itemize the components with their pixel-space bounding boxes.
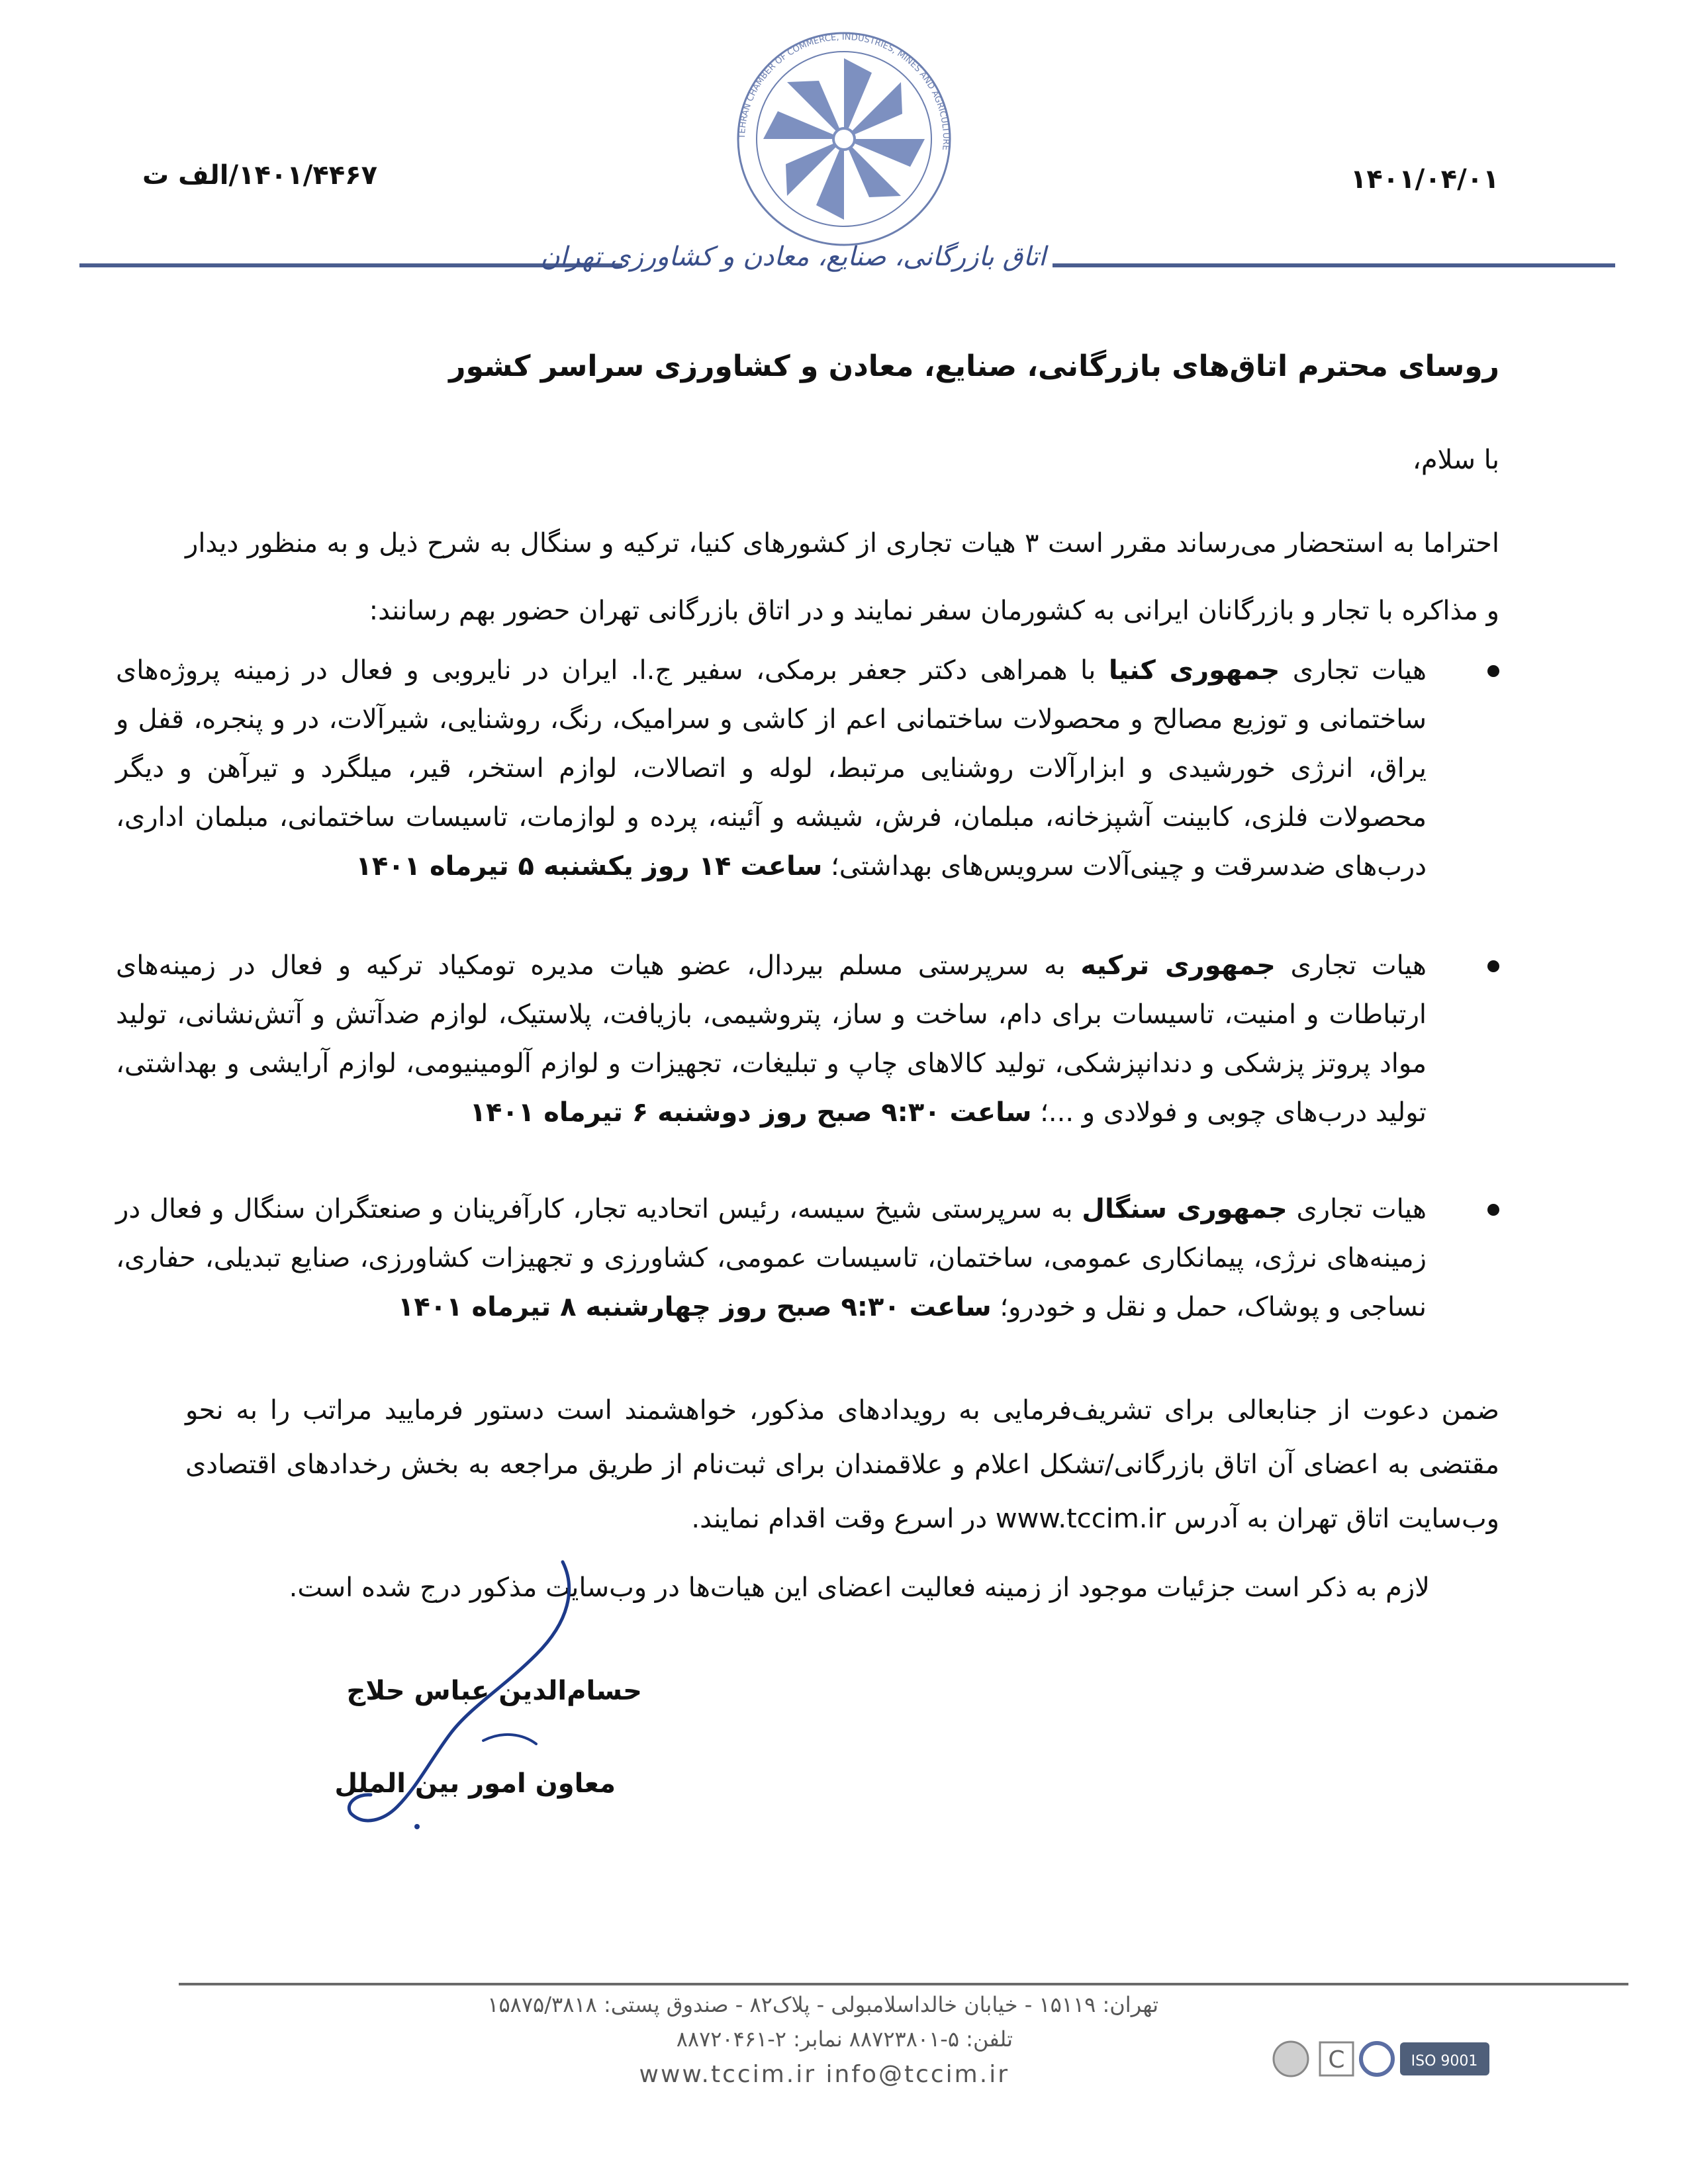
footer-address: تهران: ۱۵۱۱۹ - خیابان خالداسلامبولی - پلاک۸۲ - صندوق پستی: ۱۵۸۷۵/۳۸۱۸ (487, 1992, 1158, 2017)
delegation-text: هیات تجاری جمهوری کنیا با همراهی دکتر جعفر برمکی، سفیر ج.ا. ایران در نایروبی و فعال در زمینه پروژه‌های ساختمانی و توزیع مصالح و محصولات ساختمانی اعم از کاشی و سرامیک، رنگ، روشنایی، شیرآلات، در و پنجره، قفل و یراق، انرژی خورشیدی و ابزارآلات روشنایی مرتبط، لوله و اتصالات، لوازم استخر، قیر، میلگرد و تیرآهن و دیگر محصولات فلزی، کابینت آشپزخانه، مبلمان، فرش، شیشه و آئینه، پرده و لوازمات، تاسیسات ساختمانی، مبلمان اداری، درب‌های ضدسرقت و چینی‌آلات سرویس‌های بهداشتی؛ ساعت ۱۴ روز یکشنبه ۵ تیرماه ۱۴۰۱ (116, 655, 1427, 882)
meeting-time: ساعت ۹:۳۰ صبح روز دوشنبه ۶ تیرماه ۱۴۰۱ (469, 1097, 1032, 1128)
delegation-item-senegal (116, 1185, 1499, 1332)
greeting: با سلام، (1412, 445, 1499, 475)
bullet-icon (1487, 960, 1499, 972)
note-paragraph: لازم به ذکر است جزئیات موجود از زمینه فعالیت اعضای این هیات‌ها در وب‌سایت مذکور درج شده است. (289, 1572, 1430, 1603)
intro-paragraph: احتراما به استحضار می‌رساند مقرر است ۳ هیات تجاری از کشورهای کنیا، ترکیه و سنگال به شرح ذیل و به منظور دیدار و مذاکره با تجار و بازرگانان ایرانی به کشورمان سفر نمایند و در اتاق بازرگانی تهران حضور بهم رسانند: (185, 528, 1499, 626)
meeting-time: ساعت ۹:۳۰ صبح روز چهارشنبه ۸ تیرماه ۱۴۰۱ (397, 1292, 992, 1322)
country-name: جمهوری ترکیه (1080, 950, 1276, 981)
header-rule (1053, 263, 1615, 267)
footer-web[interactable]: www.tccim.ir info@tccim.ir (639, 2061, 1009, 2088)
closing-paragraph: ضمن دعوت از جنابعالی برای تشریف‌فرمایی به رویدادهای مذکور، خواهشمند است دستور فرمایید مراتب را به نحو مقتضی به اعضای آن اتاق بازرگانی/تشکل اعلام و علاقمندان برای ثبت‌نام از طریق مراجعه به بخش رخدادهای اقتصادی وب‌سایت اتاق تهران به آدرس www.tccim.ir در اسرع وقت اقدام نمایند. (185, 1395, 1499, 1534)
bullet-icon (1487, 1204, 1499, 1216)
footer-phone: تلفن: ۵-۸۸۷۲۳۸۰۱ نمابر: ۲-۸۸۷۲۰۴۶۱ (676, 2026, 1013, 2052)
country-name: جمهوری کنیا (1108, 655, 1280, 686)
iso-badge-label: ISO 9001 (1411, 2053, 1478, 2070)
logo-ring-text: TEHRAN CHAMBER OF COMMERCE, INDUSTRIES, MINES AND AGRICULTURE (737, 32, 951, 151)
signer-title: معاون امور بین الملل (334, 1768, 616, 1799)
certification-logos (1271, 2029, 1496, 2089)
letter-date: ۱۴۰۱/۰۴/۰۱ (1350, 164, 1499, 195)
cert-ring-icon (1361, 2043, 1393, 2075)
svg-text:C: C (1328, 2046, 1345, 2073)
reference-number: ۱۴۰۱/۴۴۶۷/الف ت (142, 160, 377, 191)
bullet-icon (1487, 665, 1499, 677)
footer-rule (179, 1983, 1628, 1985)
delegation-item-kenya (116, 646, 1499, 891)
cert-seal-icon (1274, 2042, 1308, 2076)
delegation-text: هیات تجاری جمهوری سنگال به سرپرستی شیخ سیسه، رئیس اتحادیه تجار، کارآفرینان و صنعتگران سنگال و فعال در زمینه‌های نرژی، پیمانکاری عمومی، ساختمان، تاسیسات عمومی، کشاورزی و تجهیزات کشاورزی، صنایع تبدیلی، حفاری، نساجی و پوشاک، حمل و نقل و خودرو؛ ساعت ۹:۳۰ صبح روز چهارشنبه ۸ تیرماه ۱۴۰۱ (116, 1194, 1427, 1322)
meeting-time: ساعت ۱۴ روز یکشنبه ۵ تیرماه ۱۴۰۱ (355, 851, 823, 882)
handwritten-signature (285, 1542, 629, 1846)
organization-name: اتاق بازرگانی، صنایع، معادن و کشاورزی تهران (540, 242, 1046, 272)
country-name: جمهوری سنگال (1082, 1194, 1288, 1224)
recipient-line: روسای محترم اتاق‌های بازرگانی، صنایع، معادن و کشاورزی سراسر کشور (449, 349, 1499, 383)
delegation-item-turkey (116, 941, 1499, 1137)
chamber-logo (731, 26, 957, 251)
delegation-text: هیات تجاری جمهوری ترکیه به سرپرستی مسلم بیردال، عضو هیات مدیره تومکیاد ترکیه و فعال در زمینه‌های ارتباطات و امنیت، تاسیسات برای دام، ساخت و ساز، پتروشیمی، بازیافت، پلاستیک، لوازم ضدآتش و آتش‌نشانی، تولید مواد پروتز پزشکی و دندانپزشکی، تولید کالاهای چاپ و تبلیغات، تجهیزات و لوازم آلومینیومی، لوازم آرایشی و بهداشتی، تولید درب‌های چوبی و فولادی و ...؛ ساعت ۹:۳۰ صبح روز دوشنبه ۶ تیرماه ۱۴۰۱ (116, 950, 1427, 1128)
signer-name: حسام‌الدین عباس حلاج (346, 1676, 642, 1706)
